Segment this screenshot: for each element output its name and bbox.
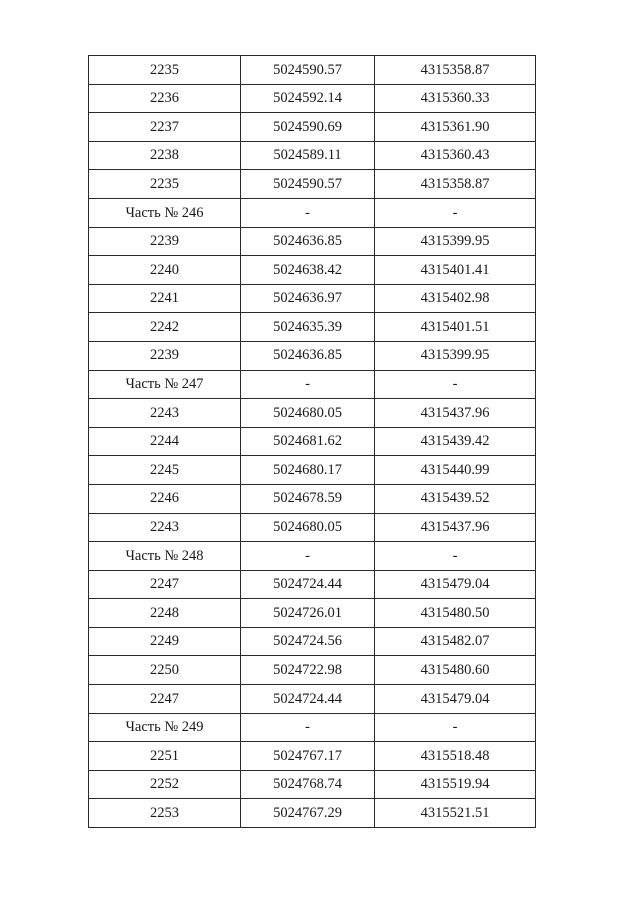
- point-number-cell: 2252: [89, 770, 241, 799]
- y-coordinate-cell: 4315480.60: [375, 656, 536, 685]
- x-coordinate-cell: 5024590.69: [241, 113, 375, 142]
- point-number-cell: 2237: [89, 113, 241, 142]
- table-row: [89, 656, 536, 685]
- x-coordinate-cell: 5024724.44: [241, 570, 375, 599]
- point-number-cell: 2250: [89, 656, 241, 685]
- point-number-cell: 2235: [89, 56, 241, 85]
- x-coordinate-cell: 5024680.17: [241, 456, 375, 485]
- point-number-cell: 2239: [89, 227, 241, 256]
- y-coordinate-cell: 4315519.94: [375, 770, 536, 799]
- table-row: [89, 84, 536, 113]
- table-row: [89, 484, 536, 513]
- part-header-row: [89, 370, 536, 399]
- x-coordinate-cell: 5024680.05: [241, 513, 375, 542]
- table-row: [89, 284, 536, 313]
- x-coordinate-cell: 5024724.56: [241, 627, 375, 656]
- y-coordinate-cell: 4315480.50: [375, 599, 536, 628]
- x-coordinate-cell: 5024590.57: [241, 170, 375, 199]
- table-row: [89, 313, 536, 342]
- y-coordinate-cell: 4315360.33: [375, 84, 536, 113]
- y-coordinate-cell: 4315399.95: [375, 341, 536, 370]
- point-number-cell: 2249: [89, 627, 241, 656]
- part-label-cell: Часть № 248: [89, 542, 241, 571]
- part-header-row: [89, 198, 536, 227]
- table-row: [89, 599, 536, 628]
- x-coordinate-cell: 5024678.59: [241, 484, 375, 513]
- point-number-cell: 2246: [89, 484, 241, 513]
- x-coordinate-cell: 5024636.85: [241, 341, 375, 370]
- y-coordinate-cell: 4315518.48: [375, 742, 536, 771]
- table-row: [89, 427, 536, 456]
- point-number-cell: 2248: [89, 599, 241, 628]
- y-coordinate-cell: 4315440.99: [375, 456, 536, 485]
- table-row: [89, 685, 536, 714]
- x-coordinate-cell: 5024768.74: [241, 770, 375, 799]
- y-coordinate-cell: 4315402.98: [375, 284, 536, 313]
- point-number-cell: 2251: [89, 742, 241, 771]
- part-header-row: [89, 713, 536, 742]
- x-coordinate-cell: 5024767.17: [241, 742, 375, 771]
- y-coordinate-cell: -: [375, 198, 536, 227]
- point-number-cell: 2241: [89, 284, 241, 313]
- point-number-cell: 2247: [89, 685, 241, 714]
- y-coordinate-cell: 4315360.43: [375, 141, 536, 170]
- y-coordinate-cell: -: [375, 713, 536, 742]
- part-header-row: [89, 542, 536, 571]
- point-number-cell: 2243: [89, 513, 241, 542]
- y-coordinate-cell: 4315401.51: [375, 313, 536, 342]
- x-coordinate-cell: 5024592.14: [241, 84, 375, 113]
- x-coordinate-cell: 5024635.39: [241, 313, 375, 342]
- y-coordinate-cell: 4315521.51: [375, 799, 536, 828]
- table-row: [89, 742, 536, 771]
- y-coordinate-cell: 4315358.87: [375, 170, 536, 199]
- table-row: [89, 56, 536, 85]
- y-coordinate-cell: -: [375, 542, 536, 571]
- x-coordinate-cell: -: [241, 713, 375, 742]
- table-row: [89, 170, 536, 199]
- point-number-cell: 2235: [89, 170, 241, 199]
- point-number-cell: 2242: [89, 313, 241, 342]
- table-row: [89, 227, 536, 256]
- table-row: [89, 627, 536, 656]
- table-row: [89, 799, 536, 828]
- x-coordinate-cell: -: [241, 542, 375, 571]
- y-coordinate-cell: 4315437.96: [375, 513, 536, 542]
- x-coordinate-cell: 5024681.62: [241, 427, 375, 456]
- y-coordinate-cell: 4315401.41: [375, 256, 536, 285]
- point-number-cell: 2240: [89, 256, 241, 285]
- part-label-cell: Часть № 246: [89, 198, 241, 227]
- point-number-cell: 2244: [89, 427, 241, 456]
- table-row: [89, 256, 536, 285]
- y-coordinate-cell: 4315439.52: [375, 484, 536, 513]
- y-coordinate-cell: 4315482.07: [375, 627, 536, 656]
- x-coordinate-cell: -: [241, 370, 375, 399]
- point-number-cell: 2236: [89, 84, 241, 113]
- y-coordinate-cell: 4315361.90: [375, 113, 536, 142]
- point-number-cell: 2253: [89, 799, 241, 828]
- table-row: [89, 399, 536, 428]
- y-coordinate-cell: 4315439.42: [375, 427, 536, 456]
- x-coordinate-cell: 5024638.42: [241, 256, 375, 285]
- point-number-cell: 2238: [89, 141, 241, 170]
- part-label-cell: Часть № 249: [89, 713, 241, 742]
- x-coordinate-cell: 5024722.98: [241, 656, 375, 685]
- point-number-cell: 2239: [89, 341, 241, 370]
- table-row: [89, 570, 536, 599]
- point-number-cell: 2247: [89, 570, 241, 599]
- table-row: [89, 113, 536, 142]
- x-coordinate-cell: 5024767.29: [241, 799, 375, 828]
- x-coordinate-cell: 5024636.85: [241, 227, 375, 256]
- y-coordinate-cell: 4315358.87: [375, 56, 536, 85]
- y-coordinate-cell: -: [375, 370, 536, 399]
- table-row: [89, 141, 536, 170]
- table-row: [89, 456, 536, 485]
- y-coordinate-cell: 4315479.04: [375, 570, 536, 599]
- y-coordinate-cell: 4315437.96: [375, 399, 536, 428]
- x-coordinate-cell: -: [241, 198, 375, 227]
- x-coordinate-cell: 5024724.44: [241, 685, 375, 714]
- y-coordinate-cell: 4315479.04: [375, 685, 536, 714]
- table-row: [89, 513, 536, 542]
- point-number-cell: 2245: [89, 456, 241, 485]
- x-coordinate-cell: 5024726.01: [241, 599, 375, 628]
- table-row: [89, 770, 536, 799]
- x-coordinate-cell: 5024636.97: [241, 284, 375, 313]
- y-coordinate-cell: 4315399.95: [375, 227, 536, 256]
- x-coordinate-cell: 5024589.11: [241, 141, 375, 170]
- coordinates-table-body: [89, 56, 536, 828]
- x-coordinate-cell: 5024590.57: [241, 56, 375, 85]
- point-number-cell: 2243: [89, 399, 241, 428]
- part-label-cell: Часть № 247: [89, 370, 241, 399]
- table-row: [89, 341, 536, 370]
- coordinates-table: [88, 55, 536, 828]
- x-coordinate-cell: 5024680.05: [241, 399, 375, 428]
